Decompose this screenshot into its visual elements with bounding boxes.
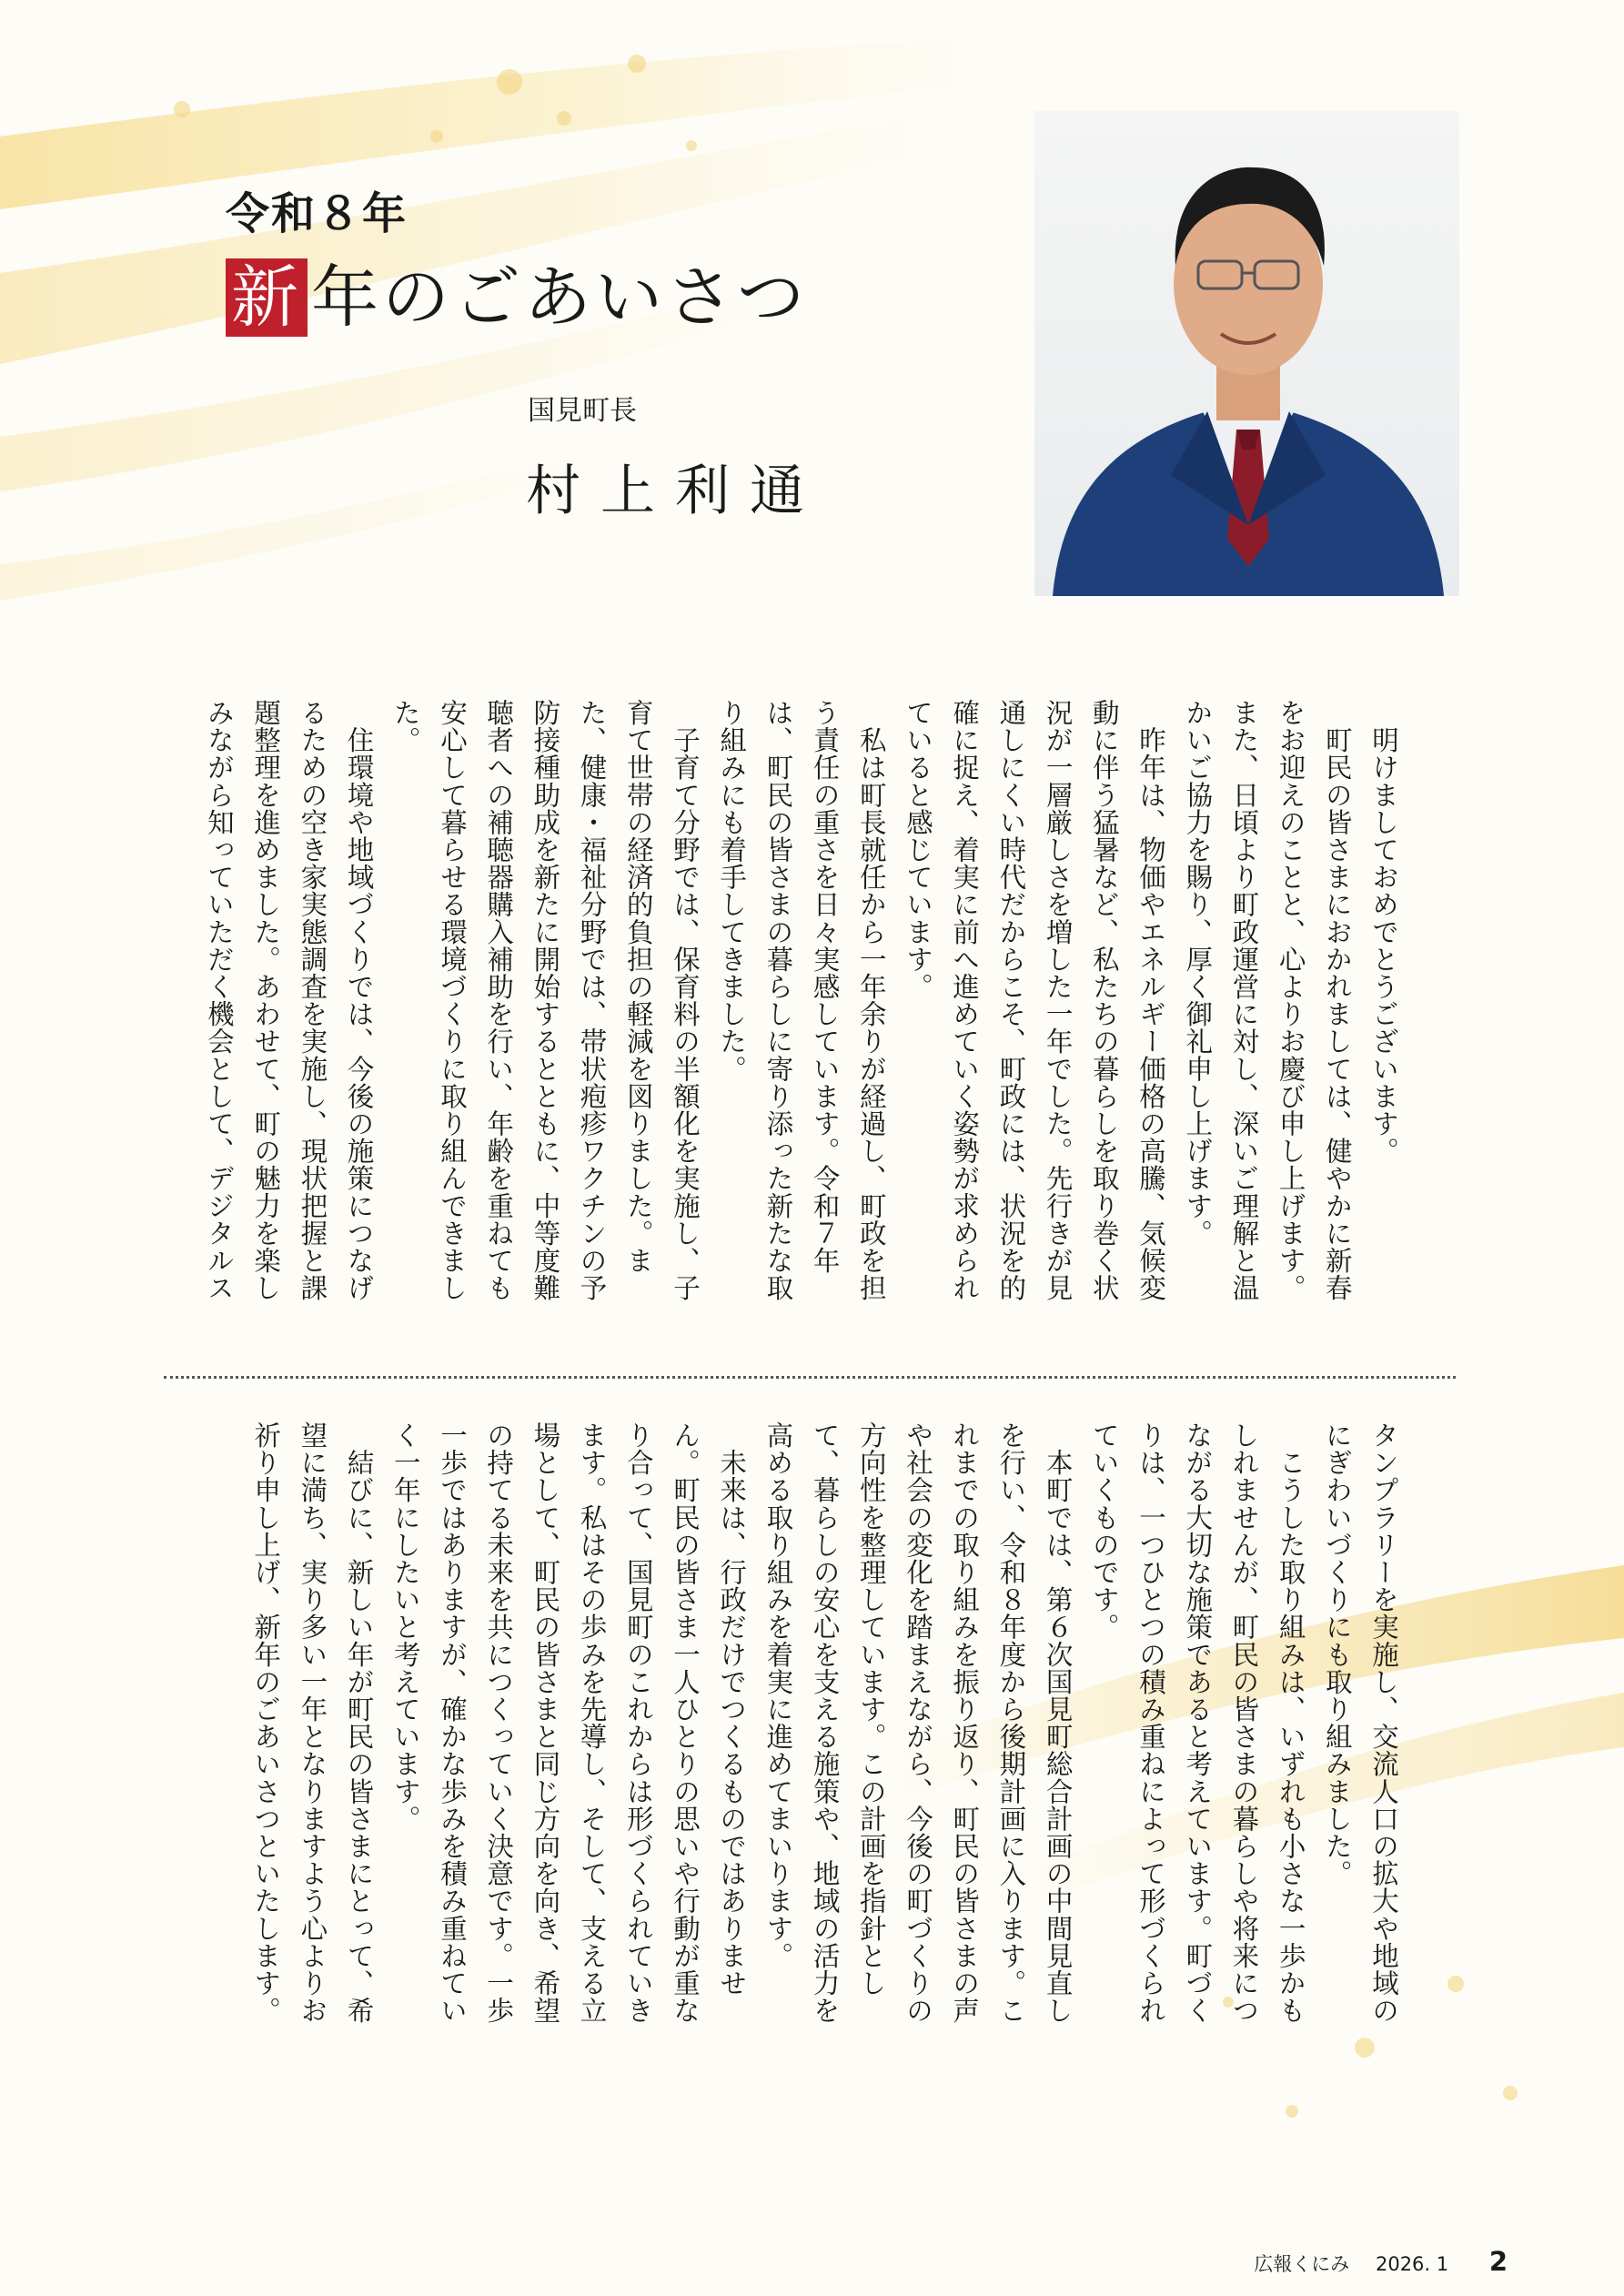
page-number: 2 bbox=[1488, 2246, 1508, 2277]
page-footer bbox=[1254, 2246, 1508, 2277]
body-text-top: 明けましておめでとうございます。 町民の皆さまにおかれましては、健やかに新春をお迎えのことと、心よりお慶び申し上げます。また、日頃より町政運営に対し、深いご理解と温かいご協力を賜り、厚く御礼申し上げます。 昨年は、物価やエネルギー価格の高騰、気候変動に伴う猛暑など、私たちの暮らしを取り巻く状況が一層厳しさを増した一年でした。先行きが見通しにくい時代だからこそ、町政には、状況を的確に捉え、着実に前へ進めていく姿勢が求められていると感じています。 私は町長就任から一年余りが経過し、町政を担う責任の重さを日々実感しています。令和７年は、町民の皆さまの暮らしに寄り添った新たな取り組みにも着手してきました。 子育て分野では、保育料の半額化を実施し、子育て世帯の経済的負担の軽減を図りました。また、健康・福祉分野では、帯状疱疹ワクチンの予防接種助成を新たに開始するとともに、中等度難聴者への補聴器購入補助を行い、年齢を重ねても安心して暮らせる環境づくりに取り組んできました。 住環境や地域づくりでは、今後の施策につなげるための空き家実態調査を実施し、現状把握と課題整理を進めました。あわせて、町の魅力を楽しみながら知っていただく機会として、デジタルス bbox=[203, 699, 1399, 1302]
title-accent-char: 新 bbox=[226, 258, 308, 337]
author-role: 国見町長 bbox=[528, 395, 637, 427]
publication-name: 広報くにみ bbox=[1254, 2253, 1350, 2275]
dotted-divider bbox=[164, 1376, 1456, 1379]
author-name: 村上利通 bbox=[526, 460, 824, 523]
title-rest: 年のごあいさつ bbox=[311, 258, 808, 337]
mayor-portrait-photo bbox=[1034, 111, 1459, 596]
year-heading: 令和８年 bbox=[226, 188, 409, 239]
page-title bbox=[226, 244, 808, 340]
issue-date: 2026. 1 bbox=[1375, 2253, 1449, 2275]
body-text-bottom: タンプラリーを実施し、交流人口の拡大や地域のにぎわいづくりにも取り組みました。 こうした取り組みは、いずれも小さな一歩かもしれませんが、町民の皆さまの暮らしや将来につながる大切な施策であると考えています。町づくりは、一つひとつの積み重ねによって形づくられていくものです。 本町では、第６次国見町総合計画の中間見直しを行い、令和８年度から後期計画に入ります。これまでの取り組みを振り返り、町民の皆さまの声や社会の変化を踏まえながら、今後の町づくりの方向性を整理しています。この計画を指針として、暮らしの安心を支える施策や、地域の活力を高める取り組みを着実に進めてまいります。 未来は、行政だけでつくるものではありません。町民の皆さま一人ひとりの思いや行動が重なり合って、国見町のこれからは形づくられていきます。私はその歩みを先導し、そして、支える立場として、町民の皆さまと同じ方向を向き、希望の持てる未来を共につくっていく決意です。一歩一歩ではありますが、確かな歩みを積み重ねていく一年にしたいと考えています。 結びに、新しい年が町民の皆さまにとって、希望に満ち、実り多い一年となりますよう心よりお祈り申し上げ、新年のごあいさつといたします。 bbox=[250, 1421, 1399, 2025]
